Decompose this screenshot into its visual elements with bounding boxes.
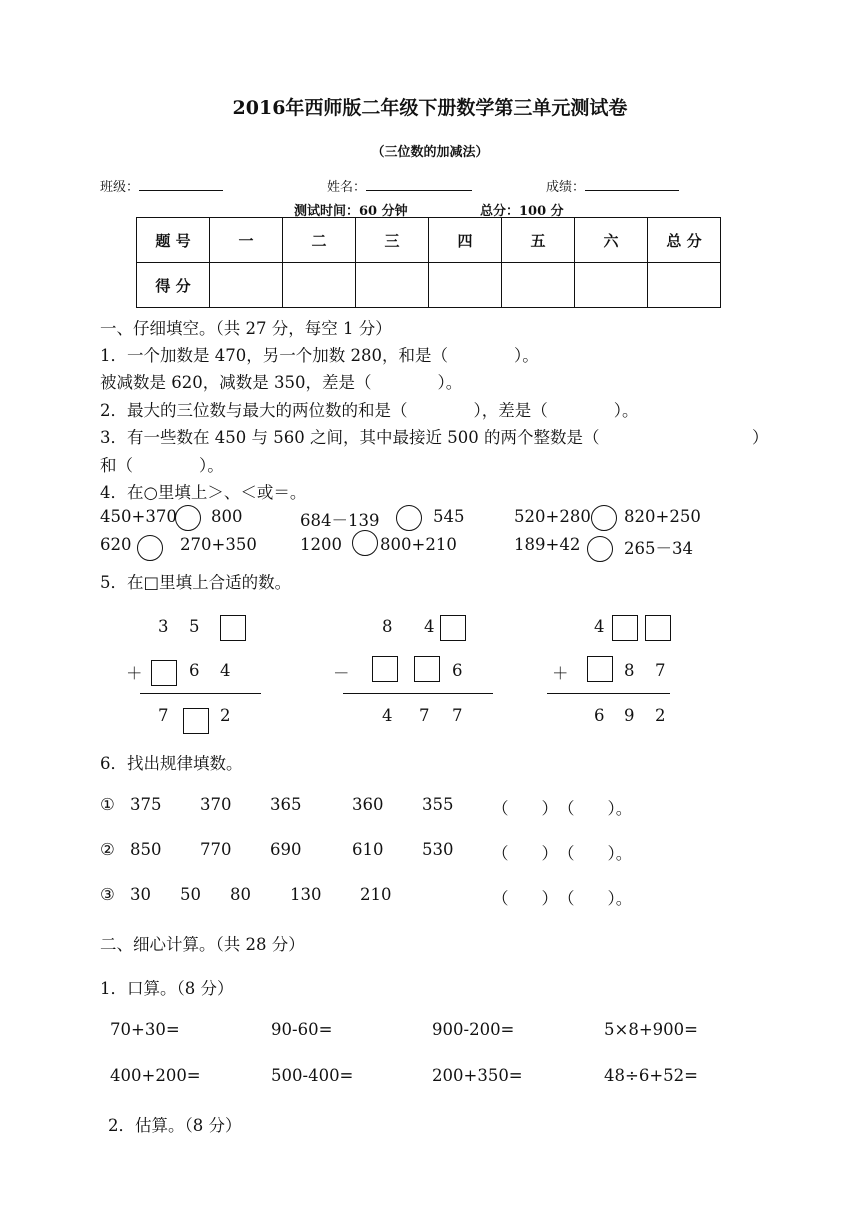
digit-box[interactable] (440, 615, 466, 641)
score-cell[interactable] (356, 263, 429, 308)
digit-box[interactable] (372, 656, 398, 682)
score-cell[interactable] (502, 263, 575, 308)
compare-left: 620 (100, 535, 132, 554)
compare-left: 189+42 (514, 535, 581, 554)
score-table-header-row (137, 218, 721, 263)
score-table (136, 217, 721, 308)
sequence-answer[interactable]: （ ） （ ）。 (492, 799, 633, 818)
oral-problem: 48÷6+52= (604, 1066, 698, 1085)
digit: 6 (594, 706, 605, 725)
digit: 7 (655, 661, 666, 680)
digit-box[interactable] (645, 615, 671, 641)
sequence-mark: ② (100, 840, 115, 859)
digit-box[interactable] (220, 615, 246, 641)
digit-box[interactable] (414, 656, 440, 682)
score-cell[interactable] (648, 263, 721, 308)
question-3b: 和（ ）。 (100, 456, 224, 475)
score-cell[interactable] (210, 263, 283, 308)
sequence-mark: ③ (100, 885, 115, 904)
sequence-number: 850 (130, 840, 162, 859)
sequence-number: 30 (130, 885, 151, 904)
compare-left: 520+280 (514, 507, 591, 526)
compare-left: 450+370 (100, 507, 177, 526)
question-2: 2．最大的三位数与最大的两位数的和是（ ），差是（ ）。 (100, 401, 639, 420)
digit: 9 (624, 706, 635, 725)
compare-right: 545 (433, 507, 465, 526)
sequence-number: 770 (200, 840, 232, 859)
compare-left: 1200 (300, 535, 342, 554)
question-1b: 被减数是 620，减数是 350，差是（ ）。 (100, 373, 463, 392)
digit: 3 (158, 617, 169, 636)
digit-box[interactable] (183, 708, 209, 734)
score-cell[interactable] (575, 263, 648, 308)
score-table-header: 五 (502, 218, 575, 263)
sequence-number: 375 (130, 795, 162, 814)
digit: 8 (624, 661, 635, 680)
page-subtitle: （三位数的加减法） (371, 145, 489, 160)
sequence-mark: ① (100, 795, 115, 814)
digit-box[interactable] (587, 656, 613, 682)
name-field[interactable] (327, 176, 472, 195)
compare-left: 684－139 (300, 511, 380, 530)
sequence-answer[interactable]: （ ） （ ）。 (492, 889, 633, 908)
sequence-number: 130 (290, 885, 322, 904)
page-title: 2016年西师版二年级下册数学第三单元测试卷 (232, 97, 628, 119)
section1-heading: 一、仔细填空。（共 27 分，每空 1 分） (100, 319, 392, 338)
minus-sign: － (333, 664, 350, 683)
digit: 8 (382, 617, 393, 636)
sequence-number: 50 (180, 885, 201, 904)
digit: 4 (382, 706, 393, 725)
oral-problem: 200+350= (432, 1066, 523, 1085)
compare-circle[interactable] (352, 530, 378, 556)
section2-heading: 二、细心计算。（共 28 分） (100, 935, 305, 954)
question-4: 4．在○里填上＞、＜或＝。 (100, 483, 307, 502)
total-label: 总分：100 分 (480, 204, 564, 219)
sequence-number: 210 (360, 885, 392, 904)
question-5: 5．在□里填上合适的数。 (100, 573, 292, 592)
score-table-header: 题 号 (137, 218, 210, 263)
digit: 7 (419, 706, 430, 725)
sequence-number: 355 (422, 795, 454, 814)
question-3a-end: ） (752, 428, 769, 447)
question-1a: 1．一个加数是 470，另一个加数 280，和是（ ）。 (100, 346, 539, 365)
digit-box[interactable] (612, 615, 638, 641)
compare-right: 800+210 (380, 535, 457, 554)
compare-right: 265－34 (624, 539, 693, 558)
digit: 6 (189, 661, 200, 680)
sum-line (547, 693, 670, 694)
digit: 4 (594, 617, 605, 636)
sequence-number: 530 (422, 840, 454, 859)
sequence-answer[interactable]: （ ） （ ）。 (492, 844, 633, 863)
digit: 7 (452, 706, 463, 725)
sum-line (140, 693, 261, 694)
score-table-header: 六 (575, 218, 648, 263)
oral-problem: 70+30= (110, 1020, 180, 1039)
sequence-number: 610 (352, 840, 384, 859)
question-3a: 3．有一些数在 450 与 560 之间，其中最接近 500 的两个整数是（ (100, 428, 600, 447)
digit: 4 (424, 617, 435, 636)
oral-problem: 90-60= (271, 1020, 333, 1039)
oral-problem: 5×8+900= (604, 1020, 698, 1039)
time-label: 测试时间：60 分钟 (294, 204, 408, 219)
difference-line (343, 693, 493, 694)
oral-problem: 500-400= (271, 1066, 354, 1085)
sequence-number: 370 (200, 795, 232, 814)
sequence-number: 365 (270, 795, 302, 814)
digit: 4 (220, 661, 231, 680)
plus-sign: ＋ (552, 664, 569, 683)
class-blank[interactable] (139, 177, 223, 191)
compare-circle[interactable] (137, 535, 163, 561)
question-6: 6．找出规律填数。 (100, 754, 243, 773)
section2-question-1: 1．口算。（8 分） (100, 979, 234, 998)
sequence-number: 690 (270, 840, 302, 859)
compare-circle[interactable] (396, 505, 422, 531)
score-row-label: 得 分 (137, 263, 210, 308)
score-field[interactable] (546, 176, 679, 195)
name-blank[interactable] (366, 177, 472, 191)
class-label: 班级： (100, 180, 140, 195)
plus-sign: ＋ (126, 664, 143, 683)
score-table-header: 二 (283, 218, 356, 263)
score-table-header: 四 (429, 218, 502, 263)
sequence-number: 360 (352, 795, 384, 814)
class-field[interactable] (100, 176, 223, 195)
score-blank[interactable] (585, 177, 679, 191)
digit: 2 (220, 706, 231, 725)
sequence-number: 80 (230, 885, 251, 904)
digit: 7 (158, 706, 169, 725)
score-label: 成绩： (546, 180, 586, 195)
compare-right: 270+350 (180, 535, 257, 554)
digit: 5 (189, 617, 200, 636)
compare-right: 820+250 (624, 507, 701, 526)
digit-box[interactable] (151, 660, 177, 686)
digit: 6 (452, 661, 463, 680)
compare-circle[interactable] (175, 505, 201, 531)
score-cell[interactable] (429, 263, 502, 308)
digit: 2 (655, 706, 666, 725)
score-cell[interactable] (283, 263, 356, 308)
score-table-header: 三 (356, 218, 429, 263)
oral-problem: 900-200= (432, 1020, 515, 1039)
oral-problem: 400+200= (110, 1066, 201, 1085)
name-label: 姓名： (327, 180, 367, 195)
compare-circle[interactable] (587, 536, 613, 562)
score-table-header: 总 分 (648, 218, 721, 263)
compare-circle[interactable] (591, 505, 617, 531)
score-table-header: 一 (210, 218, 283, 263)
compare-right: 800 (211, 507, 243, 526)
section2-question-2: 2．估算。（8 分） (108, 1116, 242, 1135)
score-table-score-row (137, 263, 721, 308)
